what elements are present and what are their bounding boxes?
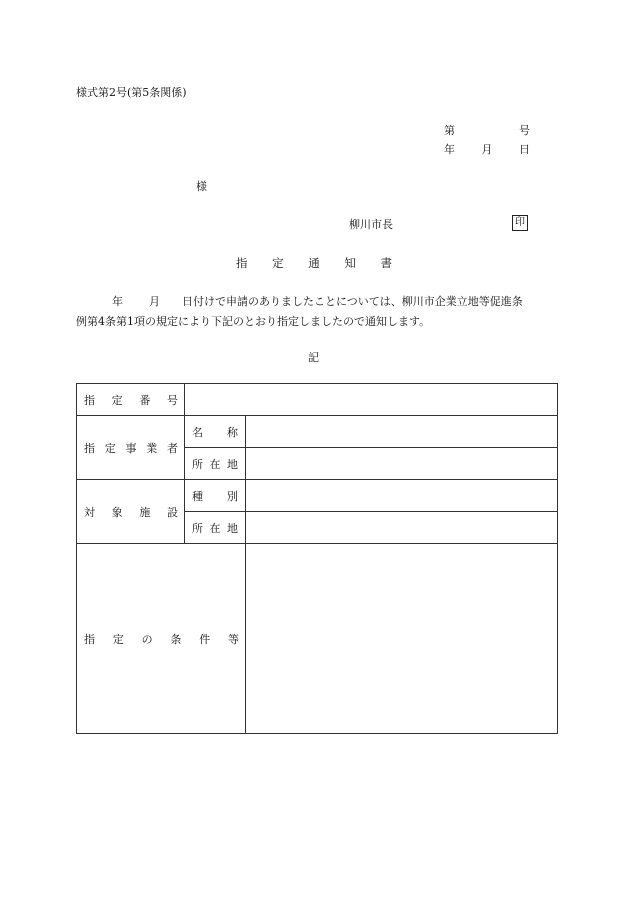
conditions-label xyxy=(77,544,246,734)
label-char: 地 xyxy=(227,457,238,471)
conditions-value[interactable] xyxy=(246,544,558,734)
label-char: 所 xyxy=(192,457,203,471)
facility-location-value[interactable] xyxy=(246,512,558,544)
addressee-honorific: 様 xyxy=(196,180,207,193)
title-char: 書 xyxy=(380,256,392,270)
body-text-line-2: 例第4条第1項の規定により下記のとおり指定しましたので通知します。 xyxy=(76,315,431,328)
title-char: 知 xyxy=(344,256,356,270)
title-char: 定 xyxy=(272,256,284,270)
seal-stamp: 印 xyxy=(512,215,528,231)
label-char: 在 xyxy=(209,521,221,535)
business-name-label xyxy=(185,416,246,448)
label-char: 条 xyxy=(170,632,182,646)
label-char: の xyxy=(141,632,153,646)
label-char: 所 xyxy=(192,521,203,535)
label-char: 在 xyxy=(209,457,221,471)
label-char: 指 xyxy=(84,393,95,407)
title-char: 指 xyxy=(236,256,248,270)
date-day: 日 xyxy=(519,143,530,156)
table-row xyxy=(77,544,558,734)
label-char: 事 xyxy=(125,441,137,455)
label-char: 別 xyxy=(227,489,238,503)
target-facility-label xyxy=(77,480,185,544)
designation-number-label xyxy=(77,384,185,416)
facility-type-label xyxy=(185,480,246,512)
date-year: 年 xyxy=(444,143,455,156)
designated-business-label xyxy=(77,416,185,480)
label-char: 件 xyxy=(199,632,211,646)
label-char: 名 xyxy=(192,425,203,439)
table-row xyxy=(77,416,558,448)
business-name-value[interactable] xyxy=(246,416,558,448)
label-char: 定 xyxy=(111,393,123,407)
designation-number-value[interactable] xyxy=(185,384,558,416)
body-line1-text: 日付けで申請のありましたことについては、柳川市企業立地等促進条 xyxy=(182,295,523,308)
date-line xyxy=(444,141,530,157)
issuer-name: 柳川市長 xyxy=(349,218,393,231)
label-char: 指 xyxy=(84,632,95,646)
body-month: 月 xyxy=(149,295,160,308)
document-number-line xyxy=(444,122,530,138)
body-year: 年 xyxy=(112,295,123,308)
title-char: 通 xyxy=(308,256,320,270)
label-char: 称 xyxy=(227,425,238,439)
notation-heading: 記 xyxy=(308,351,319,364)
label-char: 者 xyxy=(167,441,178,455)
label-char: 設 xyxy=(166,505,178,519)
label-char: 号 xyxy=(166,393,178,407)
label-char: 番 xyxy=(139,393,151,407)
number-suffix: 号 xyxy=(519,124,530,137)
table-row xyxy=(77,480,558,512)
label-char: 対 xyxy=(84,505,95,519)
number-prefix: 第 xyxy=(444,124,455,137)
label-char: 業 xyxy=(146,441,158,455)
business-location-value[interactable] xyxy=(246,448,558,480)
label-char: 地 xyxy=(227,521,238,535)
label-char: 等 xyxy=(227,632,239,646)
business-location-label xyxy=(185,448,246,480)
date-month: 月 xyxy=(481,143,493,156)
body-text-line-1 xyxy=(112,293,523,309)
table-row xyxy=(77,384,558,416)
label-char: 施 xyxy=(139,505,151,519)
label-char: 象 xyxy=(111,505,123,519)
label-char: 種 xyxy=(192,489,203,503)
designation-table xyxy=(76,383,558,734)
label-char: 定 xyxy=(104,441,116,455)
label-char: 定 xyxy=(112,632,124,646)
label-char: 指 xyxy=(84,441,95,455)
facility-location-label xyxy=(185,512,246,544)
document-title xyxy=(236,255,392,271)
facility-type-value[interactable] xyxy=(246,480,558,512)
form-number-label: 様式第2号(第5条関係) xyxy=(76,86,187,99)
